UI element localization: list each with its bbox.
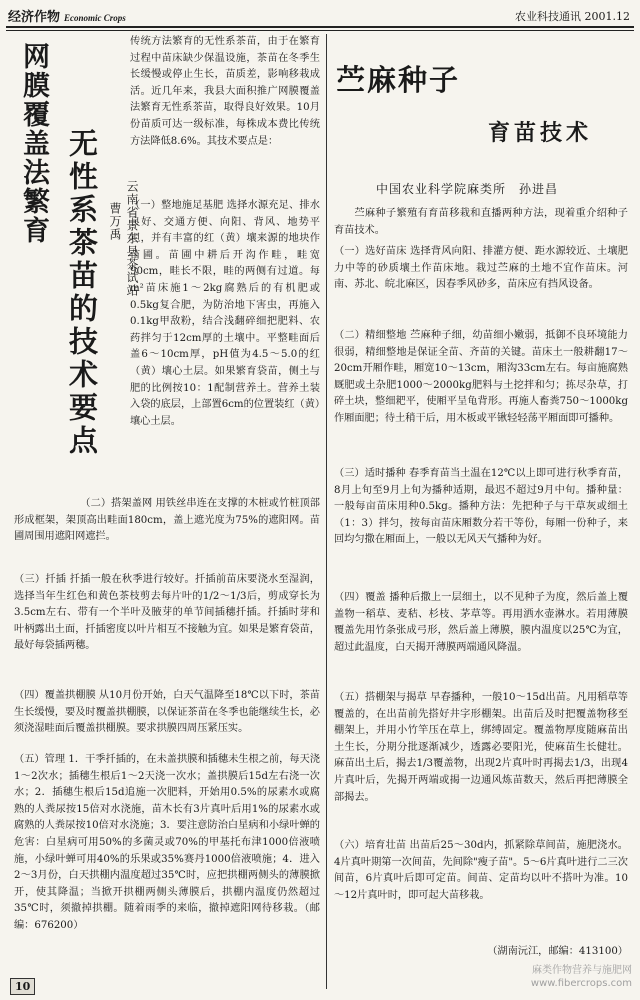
left-article-section-1: （一）整地施足基肥 选择水源充足、排水良好、交通方便、向阳、背风、地势平坦，并有丰富的红（黄）壤来源的地块作苗圃。苗圃中耕后开沟作畦，畦宽90cm，畦长不限，畦的两侧有过道。每m²苗床施1～2kg腐熟后的有机肥或0.5kg复合肥，为防治地下害虫，再施入0.1kg甲敌粉，结合浅翻碎细把肥料、农药拌匀于12cm厚的土壤中。平整畦面后盖6～10cm厚，pH值为4.5～5.0的红（黄）壤心土层。如果繁育袋苗，侧土与肥的比例按10：1配制营养土。营养土装入袋的底层，上部置6cm的位置装红（黄）壤心土层。 (130, 200, 320, 427)
left-article-intro: 传统方法繁育的无性系茶苗，由于在繁育过程中苗床缺少保温设施，茶苗在冬季生长缓慢或停止生长，苗质差，影响移栽成活。近几年来，我县大面积推广网膜覆盖法繁育无性系茶苗，取得良好效果。10月份苗质可达一级标准，每株成本费比传统方法降低8.6%。其技术要点是： (130, 36, 320, 147)
right-article-section-1: （一）选好苗床 选择背风向阳、排灌方便、距水源较近、土壤肥力中等的砂质壤土作苗床地。栽过苎麻的土地不宜作苗床。河南、苏北、皖北麻区，因春季风砂多，苗床应有挡风设备。 (334, 246, 628, 291)
header-rule-thin (6, 30, 634, 31)
watermark (531, 964, 632, 990)
page-number: 10 (10, 978, 35, 995)
watermark-line2: www.fibercrops.com (530, 978, 632, 989)
watermark-line1: 麻类作物营养与施肥网 (532, 965, 632, 976)
author-name: 曹万禹 (108, 202, 122, 241)
column-divider (326, 34, 327, 989)
left-article-section-4: （四）覆盖拱棚膜 从10月份开始，白天气温降至18℃以下时，茶苗生长缓慢，要及时覆盖拱棚膜，以保证茶苗在冬季也能继续生长，必须浇湿畦面后覆盖拱棚膜。要求拱膜四周压紧压实。 (14, 690, 320, 735)
right-article-intro: 苎麻种子繁殖有育苗移栽和直播两种方法，现着重介绍种子育苗技术。 (334, 208, 628, 236)
page-header (6, 4, 634, 26)
issue-info: 农业科技通讯 2001.12 (515, 10, 630, 23)
author-org: 云南省景东县茶试站 (125, 180, 139, 297)
right-article-postcode: （湖南沅江，邮编：413100） (487, 946, 628, 957)
left-article-section-5: （五）管理 1．干季扦插的，在未盖拱膜和插穗未生根之前，每天浇1～2次水；插穗生根后1～2天浇一次水；盖拱膜后15d左右浇一次水；2．插穗生根后15d追施一次肥料，开始用0.5%的尿素水或腐熟的人粪尿按15倍对水浇施，苗木长有3片真叶后用1%的尿素水或腐熟的人粪尿按10倍对水浇施；3．要注意防治白星病和小绿叶蝉的危害：白星病可用50%的多菌灵或70%的甲基托布津1000倍液喷施，小绿叶蝉可用40%的乐果或35%赛丹1000倍液喷施；4．进入2～3月份，白天拱棚内温度超过35℃时，应把拱棚两侧头的薄膜掀开，使其降温；当掀开拱棚两侧头薄膜后，拱棚内温度仍然超过35℃时，须撤掉拱棚。随着雨季的来临，撤掉遮阳网待移栽。（邮编：676200） (14, 754, 320, 931)
journal-title-en: Economic Crops (64, 13, 126, 23)
left-article-section-3: （三）扦插 扦插一般在秋季进行较好。扦插前苗床要浇水至湿润，选择当年生红色和黄色茶枝剪去每片叶的1/2～1/3后，剪成穿长为3.5cm左右、带有一个半叶及腋芽的单节间插穗扦插。扦插时芽和叶柄露出土面，扦插密度以叶片相互不接触为宜。如果是繁育袋苗，最好每袋插两穗。 (14, 574, 320, 652)
journal-title (8, 6, 126, 25)
header-rule (6, 26, 634, 28)
right-article-section-6: （六）培育壮苗 出苗后25～30d内，抓紧除草间苗，施肥浇水。4片真叶期第一次间苗，先间除"瘦子苗"。5～6片真叶进行二三次间苗，6片真叶后即可定苗。间苗、定苗均以叶不搭叶为准。10～12片真叶时，即可起大苗移栽。 (334, 840, 628, 901)
right-article-section-5: （五）搭棚架与揭草 早春播种，一般10～15d出苗。凡用稻草等覆盖的，在出苗前先搭好井字形棚架。出苗后及时把覆盖物移至棚架上，并用小竹竿压在草上，绑缚固定。覆盖物厚度随麻苗出土生长，分期分批逐渐减少，透露必要阳光，使麻苗生长健壮。麻苗出土后，揭去1/3覆盖物，出现2片真叶时再揭去1/3，出现4片真叶后，先揭开两端或揭一边通风炼苗数天，然后再把薄膜全部揭去。 (334, 692, 628, 803)
right-article-section-4: （四）覆盖 播种后撒上一层细土，以不见种子为度，然后盖上覆盖物一稻草、麦秸、杉枝、茅草等。再用洒水壶淋水。若用薄膜覆盖先用竹条张成弓形，然后盖上薄膜，膜内温度以25℃为宜，超过此温度，白天揭开薄膜两端通风降温。 (334, 592, 628, 653)
left-article-section-2: （二）搭架盖网 用铁丝串连在支撑的木桩或竹桩顶部形成框架，架顶高出畦面180cm，盖上遮光度为75%的遮阳网。苗圃周围用遮阳网遮拦。 (14, 498, 320, 543)
right-article-author: 中国农业科学院麻类所 孙进昌 (376, 182, 559, 196)
right-article-section-3: （三）适时播种 春季育苗当土温在12℃以上即可进行秋季育苗，8月上旬至9月上旬为播种适期，最迟不超过9月中旬。播种量：一般每亩苗床用种0.5kg。播种方法：先把种子与干草灰或细土（1：3）拌匀，按每亩苗床厢数分若干等份，每厢一份种子，来回均匀撒在厢面上，一般以无风天气播种为好。 (334, 468, 628, 546)
right-article-subtitle: 育苗技术 (488, 121, 593, 146)
left-article-title: 网膜覆盖法繁育 (18, 42, 49, 245)
right-article-section-2: （二）精细整地 苎麻种子细，幼苗细小嫩弱，抵御不良环境能力很弱，精细整地是保证全苗、齐苗的关键。苗床土一般耕翻17～20cm开厢作畦，厢宽10～13cm，厢沟33cm左右。每亩施腐熟厩肥或土杂肥1000～2000kg肥料与土挖拌和匀；拣尽杂草，打碎土块，整细耙平，使厢平呈龟背形。再施人畜粪750～1000kg作厢面肥；待土稍干后，用木板或平锹轻轻荡平厢面即可播种。 (334, 330, 628, 424)
journal-title-cn: 经济作物 (8, 10, 61, 25)
right-article-title: 苎麻种子 (336, 63, 461, 97)
left-article-subtitle: 无性系茶苗的技术要点 (65, 128, 99, 458)
